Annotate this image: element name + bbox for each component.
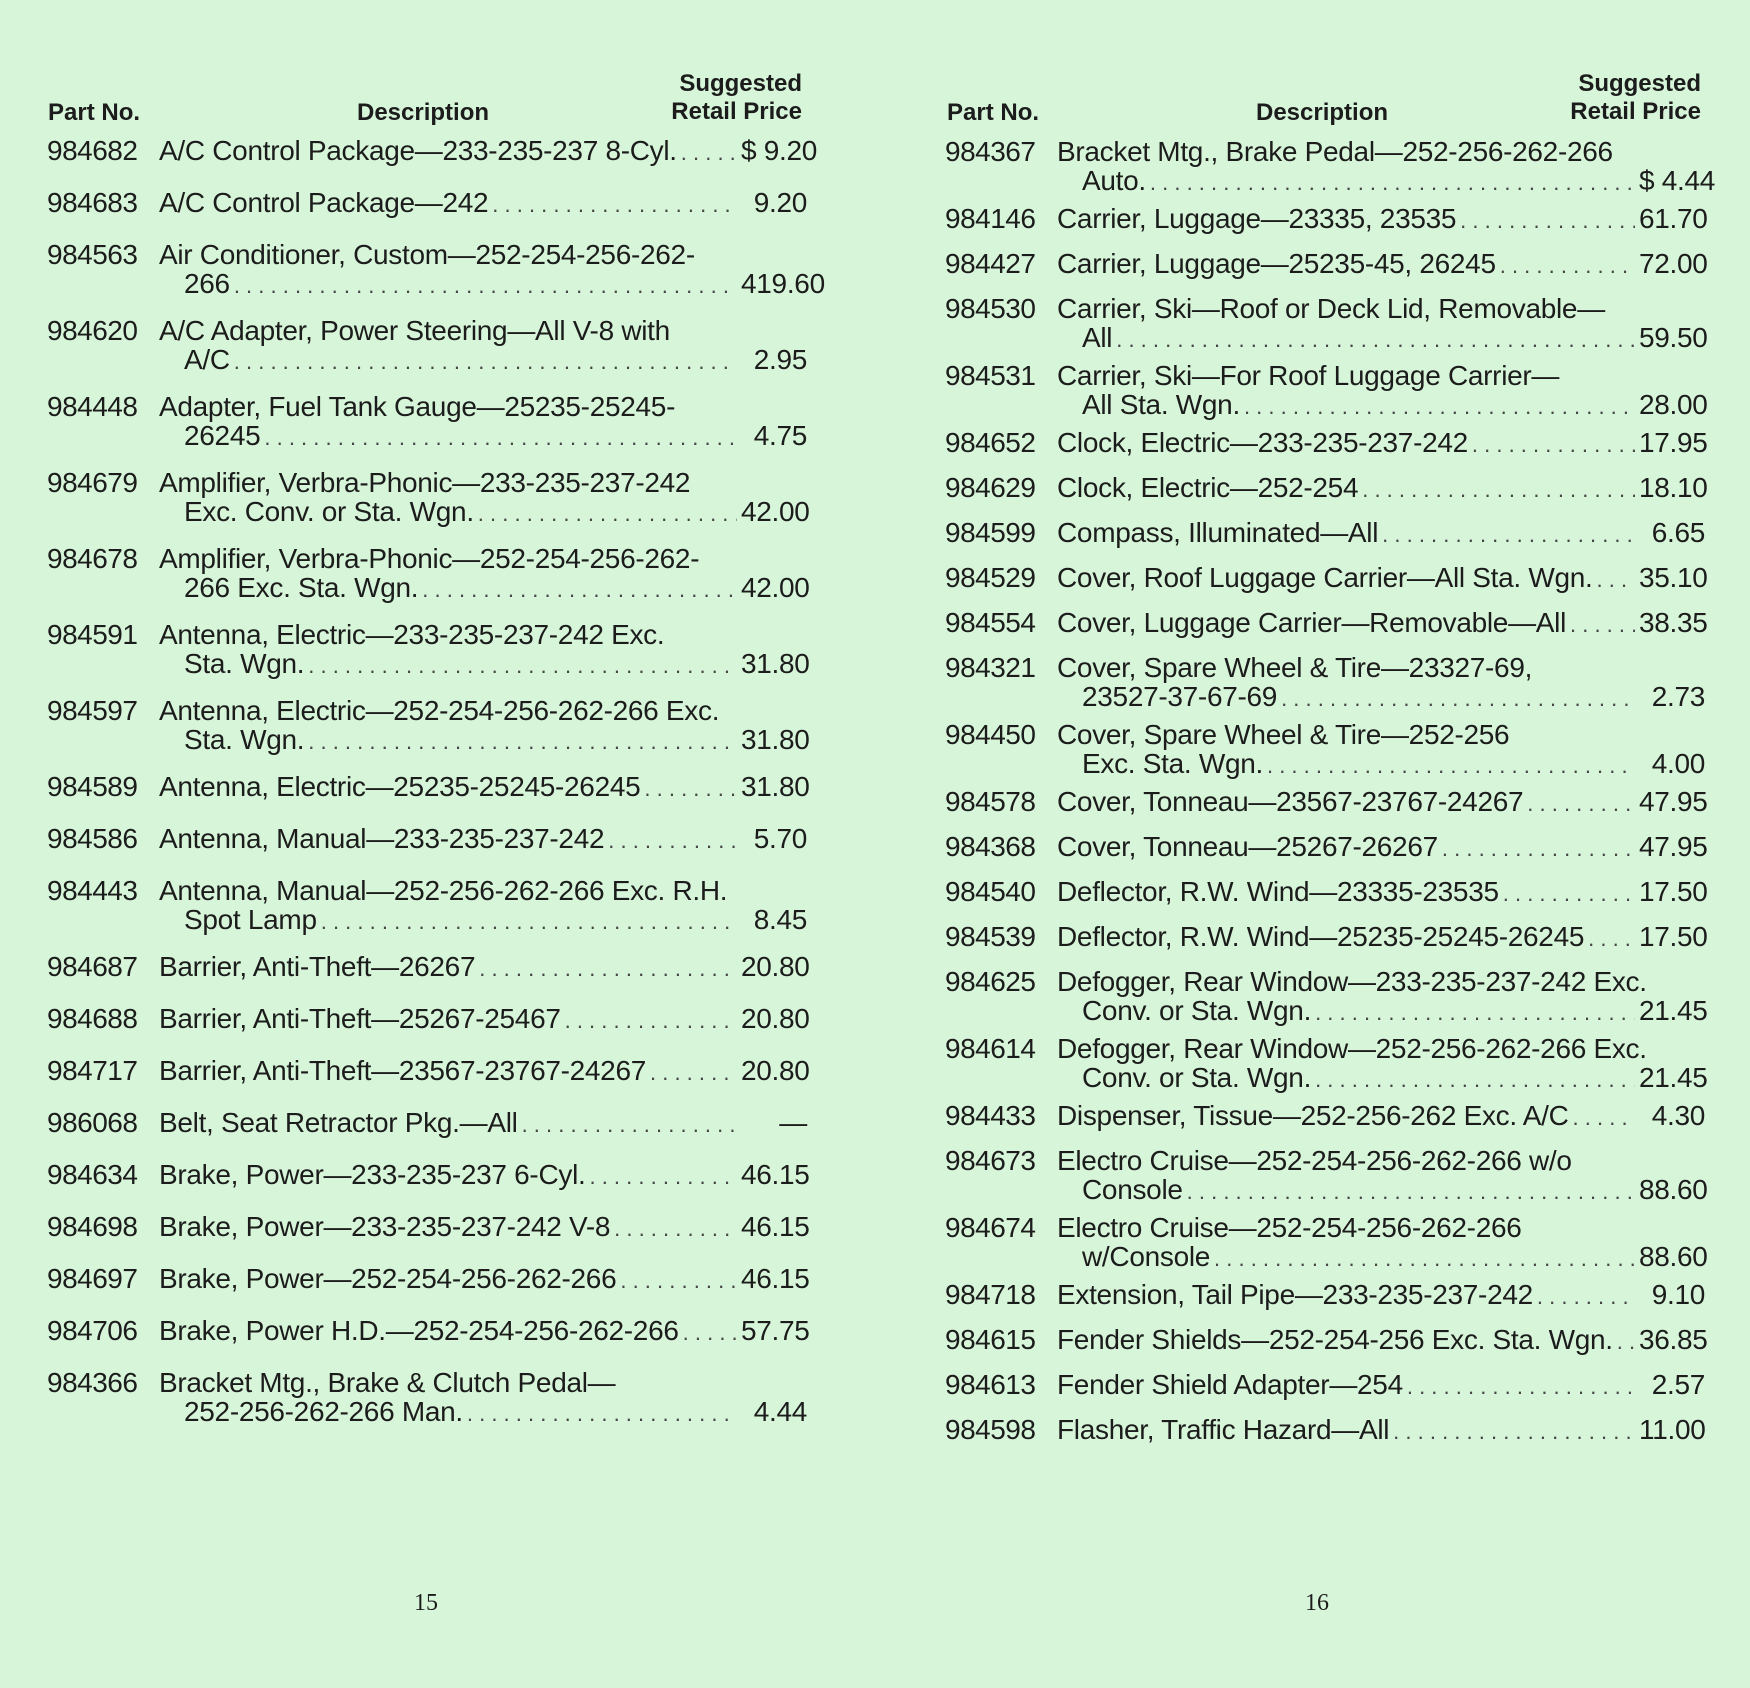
dot-leader	[1407, 1371, 1635, 1402]
description-price-line	[159, 823, 807, 856]
price: 4.44	[753, 1396, 807, 1427]
dot-leader	[1527, 788, 1635, 819]
price: 42.00	[741, 572, 810, 603]
part-number: 986068	[47, 1107, 138, 1138]
dot-leader	[1442, 833, 1635, 864]
description: Antenna, Electric—233-235-237-242 Exc.	[159, 619, 665, 650]
dot-leader	[620, 1265, 737, 1296]
description-continuation: 26245	[184, 420, 261, 451]
price: 31.80	[741, 648, 810, 679]
price: 31.80	[741, 724, 810, 755]
description: Bracket Mtg., Brake Pedal—252-256-262-266	[1057, 136, 1613, 167]
description: Amplifier, Verbra-Phonic—252-254-256-262-	[159, 543, 700, 574]
description-price-line	[1057, 248, 1708, 281]
description-price-line	[1082, 748, 1705, 781]
description-price-line	[1082, 389, 1708, 422]
dot-leader	[522, 1109, 737, 1140]
dot-leader	[234, 270, 737, 301]
dot-leader	[308, 650, 737, 681]
description-price-line	[159, 187, 807, 220]
description-price-line	[1057, 607, 1708, 640]
description-price-line	[1082, 1174, 1708, 1207]
price: 88.60	[1639, 1174, 1708, 1205]
price: 2.95	[753, 344, 807, 375]
price: 17.50	[1639, 876, 1708, 907]
description-price-line	[184, 344, 807, 377]
description: Carrier, Ski—For Roof Luggage Carrier—	[1057, 360, 1560, 391]
description: Defogger, Rear Window—233-235-237-242 Exc.	[1057, 966, 1647, 997]
dot-leader	[479, 953, 737, 984]
dot-leader	[1267, 750, 1635, 781]
price: 72.00	[1639, 248, 1708, 279]
right-page	[875, 0, 1750, 1688]
part-number: 984634	[47, 1159, 138, 1190]
description-price-line	[1082, 165, 1716, 198]
description-price-line	[1082, 1241, 1708, 1274]
price-header	[602, 70, 802, 126]
description: Brake, Power H.D.—252-254-256-262-266	[159, 1315, 679, 1346]
dot-leader	[1588, 923, 1635, 954]
dot-leader	[492, 189, 737, 220]
description: A/C Control Package—233-235-237 8-Cyl.	[159, 135, 677, 166]
dot-leader	[1214, 1243, 1635, 1274]
description-price-line	[1082, 1062, 1708, 1095]
description-price-line	[1057, 921, 1708, 954]
dot-leader	[1281, 683, 1635, 714]
part-number: 984597	[47, 695, 138, 726]
dot-leader	[422, 574, 737, 605]
price: —	[779, 1107, 807, 1138]
part-number: 984620	[47, 315, 138, 346]
description: A/C Adapter, Power Steering—All V-8 with	[159, 315, 670, 346]
description: Cover, Roof Luggage Carrier—All Sta. Wgn.	[1057, 562, 1593, 593]
dot-leader	[1187, 1176, 1635, 1207]
dot-leader	[1116, 324, 1635, 355]
price: 47.95	[1639, 831, 1708, 862]
price: 88.60	[1639, 1241, 1708, 1272]
part-number: 984589	[47, 771, 138, 802]
part-number: 984598	[945, 1414, 1036, 1445]
part-number: 984706	[47, 1315, 138, 1346]
dot-leader	[650, 1057, 737, 1088]
part-number: 984683	[47, 187, 138, 218]
description-price-line	[1057, 1369, 1705, 1402]
price: 36.85	[1639, 1324, 1708, 1355]
description-continuation: 252-256-262-266 Man.	[184, 1396, 463, 1427]
description-continuation: Auto.	[1082, 165, 1146, 196]
dot-leader	[614, 1213, 737, 1244]
price: 38.35	[1639, 607, 1708, 638]
description-price-line	[184, 496, 810, 529]
description-continuation: Console	[1082, 1174, 1183, 1205]
price: 57.75	[741, 1315, 810, 1346]
price: 28.00	[1639, 389, 1708, 420]
description-price-line	[159, 1263, 810, 1296]
description: Electro Cruise—252-254-256-262-266	[1057, 1212, 1522, 1243]
description-price-line	[1057, 1100, 1705, 1133]
part-number: 984625	[945, 966, 1036, 997]
dot-leader	[608, 825, 737, 856]
description-price-line	[184, 648, 810, 681]
description-price-line	[159, 771, 810, 804]
part-number: 984682	[47, 135, 138, 166]
description-price-line	[1057, 1279, 1705, 1312]
dot-leader	[478, 498, 737, 529]
description-price-line	[159, 1159, 810, 1192]
part-number: 984563	[47, 239, 138, 270]
price: 17.95	[1639, 427, 1708, 458]
part-number: 984687	[47, 951, 138, 982]
dot-leader	[681, 137, 737, 168]
description-price-line	[159, 1055, 810, 1088]
price: 4.00	[1651, 748, 1705, 779]
description-price-line	[1057, 562, 1708, 595]
price: 59.50	[1639, 322, 1708, 353]
description-price-line	[1082, 322, 1708, 355]
description-price-line	[184, 904, 807, 937]
part-number: 984366	[47, 1367, 138, 1398]
part-number: 984368	[945, 831, 1036, 862]
description: Cover, Tonneau—25267-26267	[1057, 831, 1438, 862]
description-continuation: w/Console	[1082, 1241, 1211, 1272]
description: Brake, Power—233-235-237-242 V-8	[159, 1211, 611, 1242]
page-number: 15	[414, 1590, 438, 1616]
part-number: 984698	[47, 1211, 138, 1242]
description-price-line	[1057, 472, 1708, 505]
description: Barrier, Anti-Theft—23567-23767-24267	[159, 1055, 646, 1086]
price: 419.60	[741, 268, 825, 299]
description-price-line	[159, 1003, 810, 1036]
price: 61.70	[1639, 203, 1708, 234]
page-number: 16	[1305, 1590, 1329, 1616]
part-number: 984717	[47, 1055, 138, 1086]
description: Deflector, R.W. Wind—25235-25245-26245	[1057, 921, 1585, 952]
part-number: 984433	[945, 1100, 1036, 1131]
description: Clock, Electric—252-254	[1057, 472, 1359, 503]
price: 46.15	[741, 1211, 810, 1242]
description-header: Description	[1256, 99, 1389, 126]
description: Clock, Electric—233-235-237-242	[1057, 427, 1468, 458]
part-number: 984450	[945, 719, 1036, 750]
price: 46.15	[741, 1263, 810, 1294]
price: 42.00	[741, 496, 810, 527]
part-number: 984578	[945, 786, 1036, 817]
part-number: 984554	[945, 607, 1036, 638]
description: Carrier, Luggage—25235-45, 26245	[1057, 248, 1496, 279]
price-header-line2: Retail Price	[671, 98, 802, 125]
description-continuation: Sta. Wgn.	[184, 724, 305, 755]
description-continuation: All Sta. Wgn.	[1082, 389, 1240, 420]
dot-leader	[1503, 878, 1635, 909]
price: 4.75	[753, 420, 807, 451]
description-continuation: 266	[184, 268, 230, 299]
part-number: 984613	[945, 1369, 1036, 1400]
description-price-line	[1057, 1324, 1708, 1357]
description: Fender Shield Adapter—254	[1057, 1369, 1403, 1400]
dot-leader	[1617, 1326, 1635, 1357]
part-number: 984448	[47, 391, 138, 422]
dot-leader	[1500, 250, 1635, 281]
part-number: 984367	[945, 136, 1036, 167]
description: Cover, Spare Wheel & Tire—23327-69,	[1057, 652, 1533, 683]
description-continuation: Conv. or Sta. Wgn.	[1082, 1062, 1312, 1093]
description: Defogger, Rear Window—252-256-262-266 Exc.	[1057, 1033, 1647, 1064]
description-price-line	[1057, 427, 1708, 460]
description: Barrier, Anti-Theft—25267-25467	[159, 1003, 561, 1034]
description: Brake, Power—252-254-256-262-266	[159, 1263, 617, 1294]
description-price-line	[184, 724, 810, 757]
description-price-line	[159, 951, 810, 984]
description-price-line	[1057, 203, 1708, 236]
part-number: 984321	[945, 652, 1036, 683]
dot-leader	[683, 1317, 737, 1348]
description-price-line	[184, 572, 810, 605]
price: 47.95	[1639, 786, 1708, 817]
part-number: 984539	[945, 921, 1036, 952]
part-number: 984673	[945, 1145, 1036, 1176]
description-price-line	[159, 1211, 810, 1244]
description-price-line	[1057, 1414, 1705, 1447]
price: 9.10	[1651, 1279, 1705, 1310]
description: Compass, Illuminated—All	[1057, 517, 1379, 548]
price-header	[1501, 70, 1701, 126]
description-price-line	[184, 420, 807, 453]
description-continuation: A/C	[184, 344, 230, 375]
part-number: 984443	[47, 875, 138, 906]
description-continuation: Exc. Conv. or Sta. Wgn.	[184, 496, 474, 527]
price: 46.15	[741, 1159, 810, 1190]
description-price-line	[159, 135, 818, 168]
description: Dispenser, Tissue—252-256-262 Exc. A/C	[1057, 1100, 1569, 1131]
part-number: 984529	[945, 562, 1036, 593]
price: 17.50	[1639, 921, 1708, 952]
description-price-line	[159, 1315, 810, 1348]
description: Antenna, Electric—252-254-256-262-266 Exc.	[159, 695, 720, 726]
price: 21.45	[1639, 1062, 1708, 1093]
dot-leader	[644, 773, 737, 804]
price: $ 9.20	[741, 135, 818, 166]
description: Adapter, Fuel Tank Gauge—25235-25245-	[159, 391, 676, 422]
price: 21.45	[1639, 995, 1708, 1026]
price: 20.80	[741, 951, 810, 982]
dot-leader	[565, 1005, 737, 1036]
dot-leader	[1472, 429, 1635, 460]
part-number: 984146	[945, 203, 1036, 234]
dot-leader	[1315, 1064, 1635, 1095]
part-number: 984586	[47, 823, 138, 854]
description: Antenna, Manual—233-235-237-242	[159, 823, 605, 854]
description-continuation: Conv. or Sta. Wgn.	[1082, 995, 1312, 1026]
price: 2.73	[1651, 681, 1705, 712]
description: Carrier, Ski—Roof or Deck Lid, Removable—	[1057, 293, 1605, 324]
description-continuation: 23527-37-67-69	[1082, 681, 1278, 712]
description: Brake, Power—233-235-237 6-Cyl.	[159, 1159, 586, 1190]
description-price-line	[1057, 876, 1708, 909]
description-price-line	[1057, 786, 1708, 819]
description: Barrier, Anti-Theft—26267	[159, 951, 476, 982]
dot-leader	[1537, 1281, 1635, 1312]
description-continuation: All	[1082, 322, 1113, 353]
dot-leader	[308, 726, 737, 757]
part-number: 984679	[47, 467, 138, 498]
description: Air Conditioner, Custom—252-254-256-262-	[159, 239, 695, 270]
part-number: 984629	[945, 472, 1036, 503]
description: Fender Shields—252-254-256 Exc. Sta. Wgn.	[1057, 1324, 1613, 1355]
price: 2.57	[1651, 1369, 1705, 1400]
dot-leader	[467, 1398, 737, 1429]
dot-leader	[1570, 609, 1635, 640]
description-header: Description	[357, 99, 490, 126]
description: Cover, Tonneau—23567-23767-24267	[1057, 786, 1524, 817]
price: 18.10	[1639, 472, 1708, 503]
part-number: 984674	[945, 1212, 1036, 1243]
price-header-line2: Retail Price	[1570, 98, 1701, 125]
dot-leader	[1362, 474, 1635, 505]
description-continuation: Spot Lamp	[184, 904, 317, 935]
dot-leader	[1244, 391, 1635, 422]
part-number: 984688	[47, 1003, 138, 1034]
part-number: 984615	[945, 1324, 1036, 1355]
part-no-header: Part No.	[48, 99, 141, 126]
description: Bracket Mtg., Brake & Clutch Pedal—	[159, 1367, 616, 1398]
description: Antenna, Electric—25235-25245-26245	[159, 771, 641, 802]
price: 20.80	[741, 1055, 810, 1086]
description-price-line	[159, 1107, 807, 1140]
price: 5.70	[753, 823, 807, 854]
price: 31.80	[741, 771, 810, 802]
dot-leader	[1382, 519, 1635, 550]
price: 8.45	[753, 904, 807, 935]
description-price-line	[184, 268, 825, 301]
part-number: 984599	[945, 517, 1036, 548]
description-continuation: Sta. Wgn.	[184, 648, 305, 679]
price: 35.10	[1639, 562, 1708, 593]
description-continuation: 266 Exc. Sta. Wgn.	[184, 572, 419, 603]
description-price-line	[1057, 831, 1708, 864]
description: Antenna, Manual—252-256-262-266 Exc. R.H.	[159, 875, 728, 906]
dot-leader	[1597, 564, 1635, 595]
description: Amplifier, Verbra-Phonic—233-235-237-242	[159, 467, 691, 498]
part-number: 984530	[945, 293, 1036, 324]
description-price-line	[1057, 517, 1705, 550]
dot-leader	[264, 422, 737, 453]
description: Deflector, R.W. Wind—23335-23535	[1057, 876, 1499, 907]
description: Cover, Luggage Carrier—Removable—All	[1057, 607, 1566, 638]
price: 20.80	[741, 1003, 810, 1034]
price-header-line1: Suggested	[1578, 70, 1701, 97]
dot-leader	[1460, 205, 1635, 236]
part-number: 984427	[945, 248, 1036, 279]
price: 6.65	[1651, 517, 1705, 548]
dot-leader	[1573, 1102, 1635, 1133]
dot-leader	[234, 346, 737, 377]
description: A/C Control Package—242	[159, 187, 489, 218]
description: Extension, Tail Pipe—233-235-237-242	[1057, 1279, 1533, 1310]
part-number: 984652	[945, 427, 1036, 458]
description-price-line	[1082, 681, 1705, 714]
part-number: 984718	[945, 1279, 1036, 1310]
description-price-line	[1082, 995, 1708, 1028]
description: Cover, Spare Wheel & Tire—252-256	[1057, 719, 1510, 750]
description-continuation: Exc. Sta. Wgn.	[1082, 748, 1263, 779]
price: 4.30	[1651, 1100, 1705, 1131]
dot-leader	[321, 906, 737, 937]
price: 11.00	[1639, 1414, 1706, 1445]
description: Belt, Seat Retractor Pkg.—All	[159, 1107, 518, 1138]
dot-leader	[589, 1161, 737, 1192]
price: $ 4.44	[1639, 165, 1716, 196]
part-number: 984697	[47, 1263, 138, 1294]
price: 9.20	[753, 187, 807, 218]
part-number: 984678	[47, 543, 138, 574]
part-no-header: Part No.	[947, 99, 1040, 126]
description-price-line	[184, 1396, 807, 1429]
part-number: 984591	[47, 619, 138, 650]
description: Electro Cruise—252-254-256-262-266 w/o	[1057, 1145, 1572, 1176]
part-number: 984614	[945, 1033, 1036, 1064]
part-number: 984540	[945, 876, 1036, 907]
price-header-line1: Suggested	[679, 70, 802, 97]
part-number: 984531	[945, 360, 1036, 391]
description: Carrier, Luggage—23335, 23535	[1057, 203, 1457, 234]
description: Flasher, Traffic Hazard—All	[1057, 1414, 1390, 1445]
dot-leader	[1315, 997, 1635, 1028]
dot-leader	[1393, 1416, 1635, 1447]
dot-leader	[1150, 167, 1635, 198]
